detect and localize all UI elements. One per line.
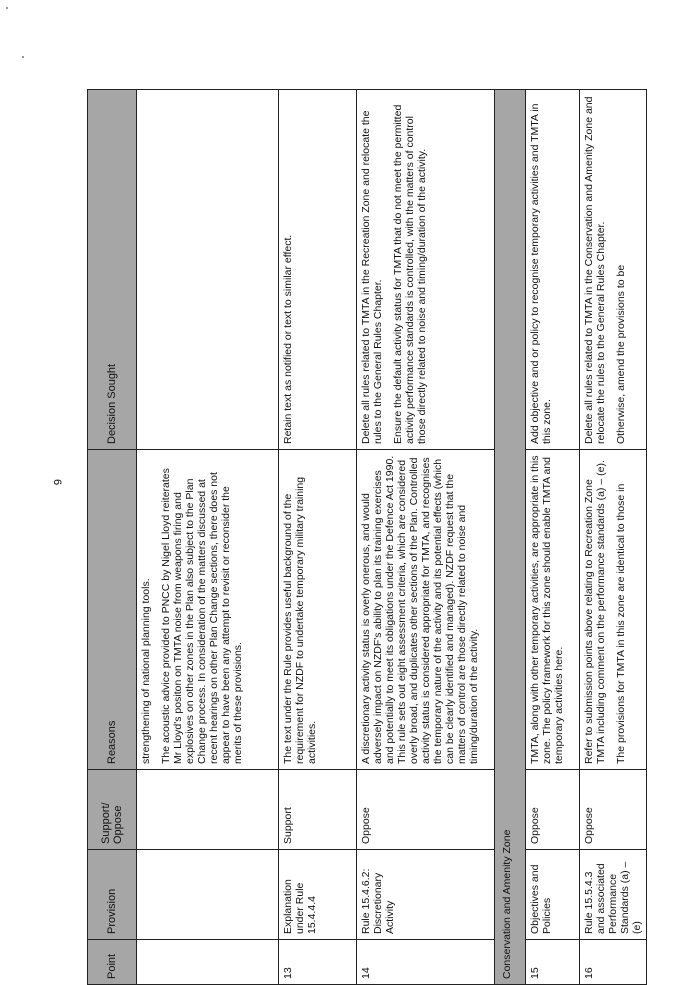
decision-paragraph: Otherwise, amend the provisions to be <box>615 264 627 444</box>
cell-point: 16 <box>580 940 647 985</box>
decision-paragraph: Retain text as notified or text to similar effect. <box>282 234 294 444</box>
submission-table-rotated <box>87 90 643 985</box>
decision-paragraph: Add objective and or policy to recognise temporary activities and TMTA in this zone. <box>529 103 553 444</box>
cell-support: Support <box>279 770 357 850</box>
scan-speck <box>6 7 8 9</box>
cell-decision <box>580 90 647 450</box>
table-row <box>357 90 495 985</box>
cell-support: Oppose <box>580 770 647 850</box>
cell-reasons <box>137 450 279 770</box>
table-row <box>580 90 647 985</box>
reason-paragraph: The text under the Rule provides useful background of the requirement for NZDF to undertake temporary military training activities. <box>282 476 318 764</box>
cell-reasons <box>580 450 647 770</box>
cell-provision: Explanation under Rule 15.4.4.4 <box>279 850 357 940</box>
cell-reasons <box>357 450 495 770</box>
cell-decision <box>526 90 580 450</box>
cell-support: Oppose <box>357 770 495 850</box>
cell-decision <box>357 90 495 450</box>
section-row <box>495 90 526 985</box>
cell-point: 14 <box>357 940 495 985</box>
cell-provision: Rule 15.4.6.2: Discretionary Activity <box>357 850 495 940</box>
page-number: 6 <box>51 478 64 486</box>
section-label: Conservation and Amenity Zone <box>495 90 526 985</box>
decision-paragraph: Delete all rules related to TMTA in the Recreation Zone and relocate the rules to the General Rules Chapter. <box>360 110 384 444</box>
submission-table <box>87 89 647 985</box>
cell-reasons <box>279 450 357 770</box>
header-provision: Provision <box>88 850 137 940</box>
cell-provision: Objectives and Policies <box>526 850 580 940</box>
table-header-row <box>88 90 137 985</box>
decision-paragraph: Ensure the default activity status for TMTA that do not meet the permitted activity performance standards is controlled, with the matters of control those directly related to noise and timing/duration of the activity. <box>392 104 428 444</box>
table-row <box>526 90 580 985</box>
scan-speck <box>22 56 24 58</box>
header-reasons: Reasons <box>88 450 137 770</box>
cell-point: 15 <box>526 940 580 985</box>
reason-paragraph: TMTA, along with other temporary activities, are appropriate in this zone. The policy framework for this zone should enable TMTA and temporary activities here. <box>529 455 565 764</box>
reason-paragraph: A discretionary activity status is overly onerous, and would adversely impact on NZDF's ability to plan its training exercises and potentially to meet its obligations under the Defence Act 1990. This rule sets out eight assessment criteria, which are considered overly broad, and duplicates other sections of the Plan. Controlled activity status is considered appropriate for TMTA, and recognises the temporary nature of the activity and its potential effects (which can be clearly identified and managed). NZDF request that the matters of control are those directly related to noise and timing/duration of the activity. <box>360 455 480 764</box>
cell-decision <box>279 90 357 450</box>
cell-reasons <box>526 450 580 770</box>
table-row <box>137 90 279 985</box>
decision-paragraph: Delete all rules related to TMTA in the Conservation and Amenity Zone and relocate the rules to the General Rules Chapter. <box>583 96 607 444</box>
cell-provision: Rule 15.5.4.3 and associated Performance Standards (a) – (e) <box>580 850 647 940</box>
cell-point <box>137 940 279 985</box>
cell-support: Oppose <box>526 770 580 850</box>
cell-support <box>137 770 279 850</box>
header-support-oppose: Support/ Oppose <box>88 770 137 850</box>
reason-paragraph: Refer to submission points above relating to Recreation Zone TMTA including comment on the performance standards (a) – (e). <box>583 460 607 764</box>
cell-provision <box>137 850 279 940</box>
header-decision-sought: Decision Sought <box>88 90 137 450</box>
reason-paragraph: The acoustic advice provided to PNCC by Nigel Lloyd reiterates Mr Lloyd's positon on TMTA noise from weapons firing and explosives on other zones in the Plan also subject to the Plan Change process. In consideration of the matters discussed at recent hearings on other Plan Change sections, there does not appear to have been any attempt to revisit or reconsider the merits of these provisions. <box>160 468 244 764</box>
header-point: Point <box>88 940 137 985</box>
cell-decision <box>137 90 279 450</box>
reason-paragraph: strengthening of national planning tools. <box>140 578 152 764</box>
table-row <box>279 90 357 985</box>
cell-point: 13 <box>279 940 357 985</box>
reason-paragraph: The provisions for TMTA in this zone are identical to those in <box>615 483 627 764</box>
